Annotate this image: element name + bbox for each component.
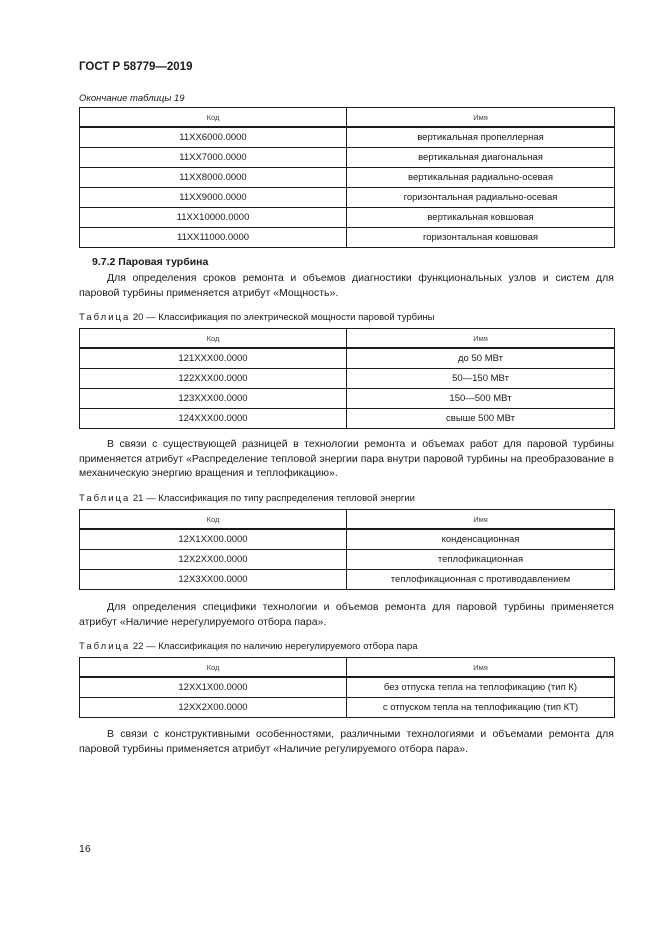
code-cell: 12X3XX00.0000: [80, 570, 347, 590]
name-cell: вертикальная пропеллерная: [347, 127, 615, 148]
name-cell: вертикальная радиально-осевая: [347, 168, 615, 188]
name-cell: до 50 МВт: [347, 348, 615, 369]
table20-caption: Таблица 20 — Классификация по электрической мощности паровой турбины: [79, 312, 435, 323]
name-cell: с отпуском тепла на теплофикацию (тип КТ): [347, 698, 615, 718]
code-cell: 12X1XX00.0000: [80, 529, 347, 550]
table-row: [80, 570, 615, 590]
name-cell: горизонтальная ковшовая: [347, 228, 615, 248]
table-21: [79, 509, 615, 590]
table19-caption: Окончание таблицы 19: [79, 93, 185, 104]
code-cell: 123XXX00.0000: [80, 389, 347, 409]
standard-number: ГОСТ Р 58779—2019: [79, 61, 193, 73]
page-number: 16: [79, 843, 91, 855]
code-cell: 121XXX00.0000: [80, 348, 347, 369]
code-cell: 12X2XX00.0000: [80, 550, 347, 570]
column-header-code: Код: [80, 510, 347, 530]
code-cell: 12XX1X00.0000: [80, 677, 347, 698]
column-header-name: Имя: [347, 108, 615, 128]
code-cell: 11XX8000.0000: [80, 168, 347, 188]
table-row: [80, 369, 615, 389]
table-header-row: [80, 108, 615, 128]
table-header-row: [80, 329, 615, 349]
table-header-row: [80, 510, 615, 530]
table-22: [79, 657, 615, 718]
code-cell: 11XX10000.0000: [80, 208, 347, 228]
column-header-name: Имя: [347, 329, 615, 349]
name-cell: горизонтальная радиально-осевая: [347, 188, 615, 208]
column-header-code: Код: [80, 658, 347, 678]
table-20: [79, 328, 615, 429]
table-row: [80, 168, 615, 188]
column-header-code: Код: [80, 329, 347, 349]
column-header-name: Имя: [347, 658, 615, 678]
column-header-code: Код: [80, 108, 347, 128]
name-cell: свыше 500 МВт: [347, 409, 615, 429]
name-cell: 150—500 МВт: [347, 389, 615, 409]
paragraph-2: В связи с существующей разницей в технологии ремонта и объемах работ для паровой турбины применяется атрибут «Распределение тепловой энергии пара внутри паровой турбины на преобразование в механическую энергию вращения и теплофикацию».: [79, 438, 614, 479]
table21-caption: Таблица 21 — Классификация по типу распределения тепловой энергии: [79, 493, 415, 504]
paragraph-1: Для определения сроков ремонта и объемов диагностики функциональных узлов и систем для паровой турбины применяется атрибут «Мощность».: [79, 272, 614, 299]
name-cell: вертикальная ковшовая: [347, 208, 615, 228]
table-row: [80, 188, 615, 208]
table22-caption: Таблица 22 — Классификация по наличию нерегулируемого отбора пара: [79, 641, 418, 652]
table-19: [79, 107, 615, 248]
table-row: [80, 389, 615, 409]
table-row: [80, 348, 615, 369]
table-row: [80, 677, 615, 698]
paragraph-3: Для определения специфики технологии и объемов ремонта для паровой турбины применяется атрибут «Наличие нерегулируемого отбора пара».: [79, 601, 614, 628]
table-row: [80, 698, 615, 718]
name-cell: вертикальная диагональная: [347, 148, 615, 168]
name-cell: без отпуска тепла на теплофикацию (тип К): [347, 677, 615, 698]
table-row: [80, 529, 615, 550]
column-header-name: Имя: [347, 510, 615, 530]
code-cell: 11XX11000.0000: [80, 228, 347, 248]
code-cell: 12XX2X00.0000: [80, 698, 347, 718]
section-heading: 9.7.2 Паровая турбина: [92, 256, 209, 268]
table-row: [80, 228, 615, 248]
code-cell: 122XXX00.0000: [80, 369, 347, 389]
table-row: [80, 550, 615, 570]
table-header-row: [80, 658, 615, 678]
code-cell: 11XX6000.0000: [80, 127, 347, 148]
name-cell: теплофикационная: [347, 550, 615, 570]
name-cell: теплофикационная с противодавлением: [347, 570, 615, 590]
name-cell: 50—150 МВт: [347, 369, 615, 389]
table-row: [80, 208, 615, 228]
code-cell: 11XX7000.0000: [80, 148, 347, 168]
name-cell: конденсационная: [347, 529, 615, 550]
table-row: [80, 409, 615, 429]
code-cell: 124XXX00.0000: [80, 409, 347, 429]
table-row: [80, 148, 615, 168]
table-row: [80, 127, 615, 148]
paragraph-4: В связи с конструктивными особенностями, различными технологиями и объемами ремонта для паровой турбины применяется атрибут «Наличие регулируемого отбора пара».: [79, 728, 614, 755]
code-cell: 11XX9000.0000: [80, 188, 347, 208]
